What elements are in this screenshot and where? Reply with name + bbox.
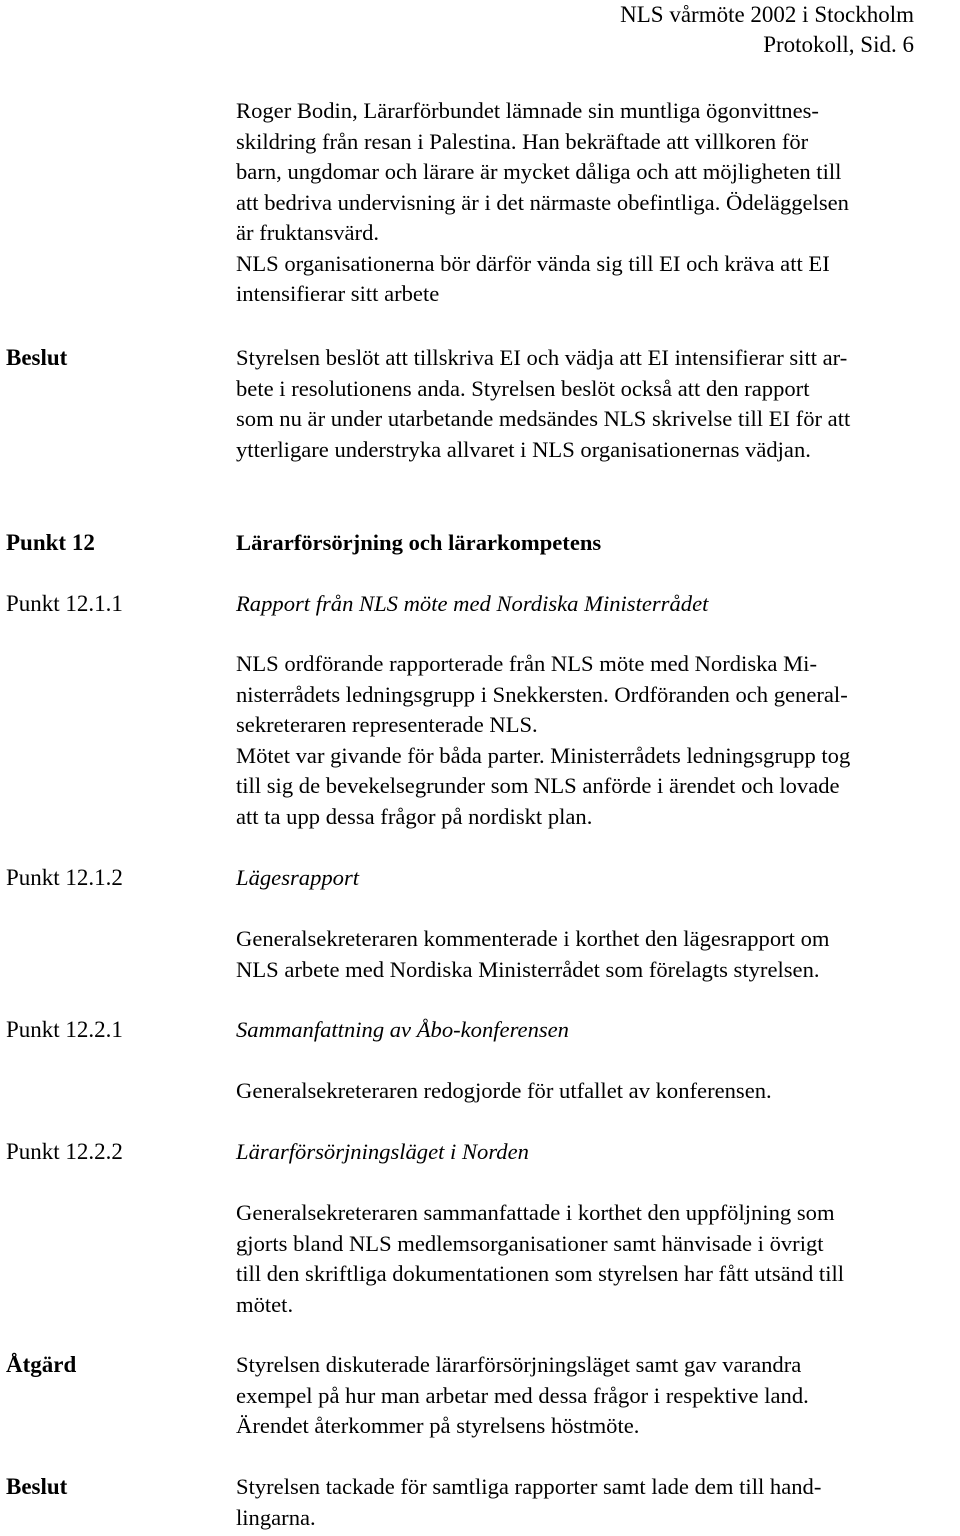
paragraph-line: Roger Bodin, Lärarförbundet lämnade sin muntliga ögonvittnes- [236, 98, 819, 123]
punkt-12-2-1-label: Punkt 12.2.1 [6, 1017, 123, 1042]
paragraph-line: exempel på hur man arbetar med dessa frågor i respektive land. [236, 1382, 809, 1408]
page-header [620, 0, 914, 60]
punkt-12-1-2-paragraph [236, 924, 956, 985]
punkt-12-2-2-label: Punkt 12.2.2 [6, 1139, 123, 1164]
header-page-number: Protokoll, Sid. 6 [763, 32, 914, 57]
paragraph-line: Ärendet återkommer på styrelsens höstmöte. [236, 1413, 640, 1438]
paragraph-line: NLS ordförande rapporterade från NLS möte med Nordiska Mi- [236, 651, 817, 676]
punkt-12-label: Punkt 12 [6, 530, 95, 555]
punkt-12-heading: Lärarförsörjning och lärarkompetens [236, 530, 602, 555]
punkt-12-2-1-paragraph [236, 1076, 956, 1107]
paragraph-line: intensifierar sitt arbete [236, 281, 440, 306]
punkt-12-1-1-subheading: Rapport från NLS möte med Nordiska Ministerrådet [236, 591, 709, 616]
punkt-12-2-2-paragraph [236, 1198, 956, 1320]
punkt-12-2-2-subheading: Lärarförsörjningsläget i Norden [236, 1139, 529, 1164]
paragraph-line: NLS arbete med Nordiska Ministerrådet som förelagts styrelsen. [236, 956, 820, 982]
paragraph-line: bete i resolutionens anda. Styrelsen beslöt också att den rapport [236, 375, 810, 401]
paragraph-line: Generalsekreteraren redogjorde för utfallet av konferensen. [236, 1078, 772, 1103]
paragraph-line: är fruktansvärd. [236, 220, 380, 245]
punkt-12-1-1-label: Punkt 12.1.1 [6, 591, 123, 616]
header-meeting-title: NLS vårmöte 2002 i Stockholm [620, 2, 914, 27]
paragraph-line: som nu är under utarbetande medsändes NLS skrivelse till EI för att [236, 406, 851, 431]
paragraph-line: lingarna. [236, 1504, 316, 1530]
paragraph-line: sekreteraren representerade NLS. [236, 712, 538, 737]
punkt-12-1-1-paragraph [236, 649, 956, 832]
paragraph-line: Generalsekreteraren sammanfattade i korthet den uppföljning som [236, 1200, 835, 1225]
paragraph-line: Styrelsen beslöt att tillskriva EI och vädja att EI intensifierar sitt ar- [236, 345, 848, 370]
beslut-paragraph [236, 1472, 956, 1533]
paragraph-line: att bedriva undervisning är i det närmaste obefintliga. Ödeläggelsen [236, 189, 849, 215]
intro-paragraph [236, 96, 956, 310]
punkt-12-1-2-subheading: Lägesrapport [236, 865, 360, 890]
paragraph-line: att ta upp dessa frågor på nordiskt plan. [236, 803, 593, 829]
atgard-paragraph [236, 1350, 956, 1442]
punkt-12-1-2-label: Punkt 12.1.2 [6, 865, 123, 890]
paragraph-line: Styrelsen tackade för samtliga rapporter samt lade dem till hand- [236, 1474, 822, 1499]
paragraph-line: Styrelsen diskuterade lärarförsörjningsläget samt gav varandra [236, 1352, 802, 1377]
punkt-12-2-1-subheading: Sammanfattning av Åbo-konferensen [236, 1017, 569, 1042]
paragraph-line: Generalsekreteraren kommenterade i korthet den lägesrapport om [236, 926, 830, 951]
paragraph-line: nisterrådets ledningsgrupp i Snekkersten. Ordföranden och general- [236, 681, 848, 707]
beslut-label: Beslut [6, 1474, 68, 1499]
paragraph-line: barn, ungdomar och lärare är mycket dåliga och att möjligheten till [236, 159, 842, 184]
paragraph-line: ytterligare understryka allvaret i NLS organisationernas vädjan. [236, 436, 811, 462]
paragraph-line: gjorts bland NLS medlemsorganisationer samt hänvisade i övrigt [236, 1230, 824, 1256]
paragraph-line: skildring från resan i Palestina. Han bekräftade att villkoren för [236, 128, 809, 154]
atgard-label: Åtgärd [6, 1352, 77, 1377]
paragraph-line: Mötet var givande för båda parter. Ministerrådets ledningsgrupp tog [236, 742, 851, 768]
paragraph-line: till den skriftliga dokumentationen som styrelsen har fått utsänd till [236, 1261, 845, 1286]
beslut-label: Beslut [6, 345, 68, 370]
paragraph-line: NLS organisationerna bör därför vända sig till EI och kräva att EI [236, 250, 830, 276]
beslut-paragraph [236, 343, 956, 465]
paragraph-line: till sig de bevekelsegrunder som NLS anförde i ärendet och lovade [236, 773, 840, 798]
paragraph-line: mötet. [236, 1291, 294, 1317]
